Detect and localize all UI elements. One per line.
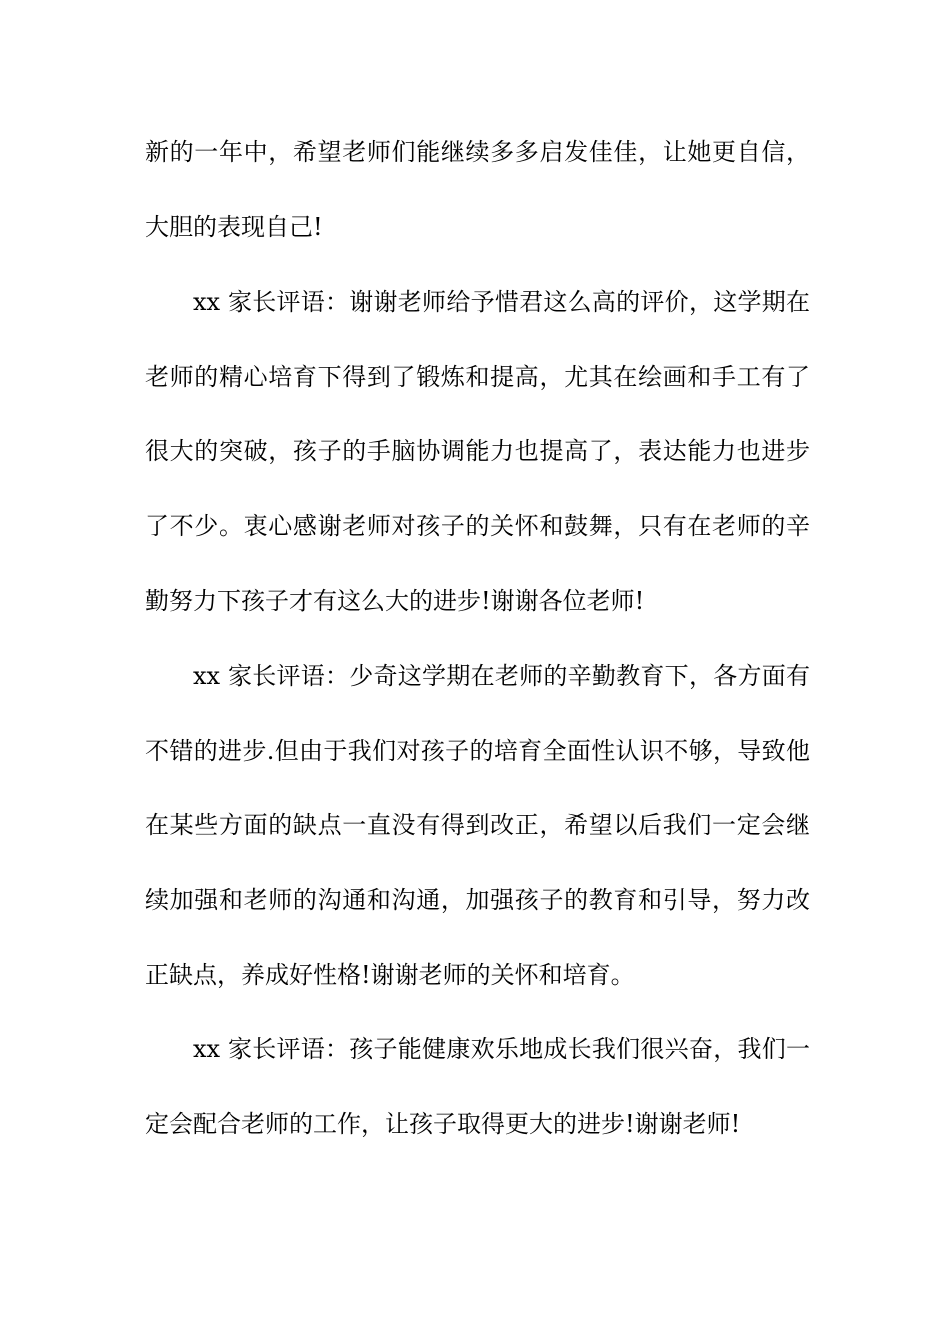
text-line: 续加强和老师的沟通和沟通，加强孩子的教育和引导，努力改	[145, 886, 810, 914]
text-line: 老师的精心培育下得到了锻炼和提高，尤其在绘画和手工有了	[145, 363, 810, 391]
text-line: 正缺点，养成好性格!谢谢老师的关怀和培育。	[145, 961, 635, 989]
text-line: 定会配合老师的工作，让孩子取得更大的进步!谢谢老师!	[145, 1110, 741, 1138]
text-line: 新的一年中，希望老师们能继续多多启发佳佳，让她更自信，	[145, 138, 810, 166]
paragraph-first-line: xx 家长评语：孩子能健康欢乐地成长我们很兴奋，我们一	[193, 1035, 810, 1063]
text-line: 了不少。衷心感谢老师对孩子的关怀和鼓舞，只有在老师的辛	[145, 512, 810, 540]
paragraph-first-line: xx 家长评语：少奇这学期在老师的辛勤教育下，各方面有	[193, 662, 810, 690]
paragraph-first-line: xx 家长评语：谢谢老师给予惜君这么高的评价，这学期在	[193, 288, 810, 316]
text-line: 不错的进步.但由于我们对孩子的培育全面性认识不够，导致他	[145, 737, 810, 765]
text-line: 在某些方面的缺点一直没有得到改正，希望以后我们一定会继	[145, 811, 810, 839]
text-line: 很大的突破，孩子的手脑协调能力也提高了，表达能力也进步	[145, 437, 810, 465]
text-line: 勤努力下孩子才有这么大的进步!谢谢各位老师!	[145, 587, 645, 615]
text-line: 大胆的表现自己!	[145, 213, 323, 241]
